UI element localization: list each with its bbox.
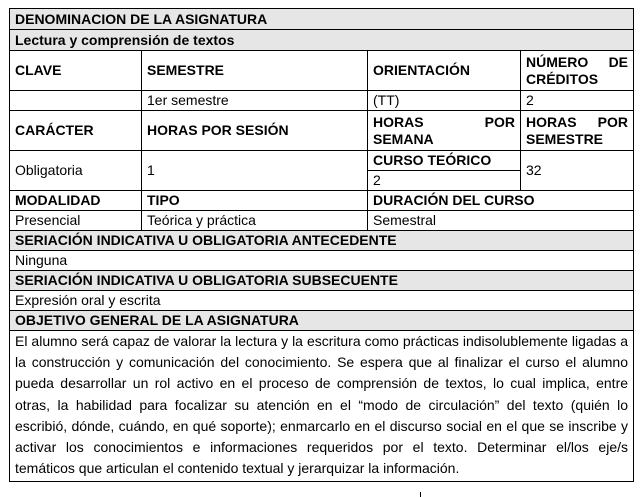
objetivo-label: OBJETIVO GENERAL DE LA ASIGNATURA [10,311,634,331]
tipo-value: Teórica y práctica [142,211,368,231]
creditos-value: 2 [521,91,634,111]
horas-semana-header [368,111,521,151]
title-label: DENOMINACION DE LA ASIGNATURA [10,9,634,30]
horas-semestre-value: 32 [521,151,634,191]
horas-semana-value: 2 [368,171,521,191]
creditos-header-line2: CRÉDITOS [526,70,599,87]
horas-semana-word3: SEMANA [373,130,434,147]
modalidad-header: MODALIDAD [10,191,142,211]
semestre-value: 1er semestre [142,91,368,111]
creditos-header-line1: NÚMERO DE [526,53,629,70]
orientacion-header: ORIENTACIÓN [368,51,521,91]
horas-semestre-header [521,111,634,151]
clave-value [10,91,142,111]
seriacion-antecedente-label: SERIACIÓN INDICATIVA U OBLIGATORIA ANTECEDENTE [10,231,634,251]
creditos-header [521,51,634,91]
horas-sesion-header: HORAS POR SESIÓN [142,111,368,151]
caracter-header: CARÁCTER [10,111,142,151]
semestre-header: SEMESTRE [142,51,368,91]
horas-semana-word1: HORAS [373,113,424,130]
duracion-value: Semestral [368,211,634,231]
seriacion-subsecuente-label: SERIACIÓN INDICATIVA U OBLIGATORIA SUBSECUENTE [10,271,634,291]
table-continuation-line [420,492,421,497]
horas-semestre-word2: POR [597,113,629,130]
duracion-header: DURACIÓN DEL CURSO [368,191,634,211]
clave-header: CLAVE [10,51,142,91]
horas-semana-word2: POR [484,113,515,130]
seriacion-antecedente-value: Ninguna [10,251,634,271]
orientacion-value: (TT) [368,91,521,111]
objetivo-text: El alumno será capaz de valorar la lectura y la escritura como prácticas indisolublemente ligadas a la construcción y comunicación del conocimiento. Se espera que al finalizar el curso el alumno pueda desarrollar un rol activo en el proceso de comprensión de textos, lo cual implica, entre otras, la habilidad para focalizar su atención en el “modo de circulación” del texto (quién lo escribió, dónde, cuándo, en qué soporte); enmarcarlo en el discurso social en el que se inscribe y activar los conocimientos e informaciones requeridos por el texto. Determinar el/los eje/s temáticos que articulan el contenido textual y jerarquizar la información. [10,331,634,482]
course-name: Lectura y comprensión de textos [10,30,634,51]
seriacion-subsecuente-value: Expresión oral y escrita [10,291,634,311]
curso-teorico-label: CURSO TEÓRICO [368,151,521,171]
horas-sesion-value: 1 [142,151,368,191]
caracter-value: Obligatoria [10,151,142,191]
horas-semestre-word1: HORAS [526,113,577,130]
tipo-header: TIPO [142,191,368,211]
horas-semestre-word3: SEMESTRE [526,130,604,147]
modalidad-value: Presencial [10,211,142,231]
course-info-table [9,8,634,482]
